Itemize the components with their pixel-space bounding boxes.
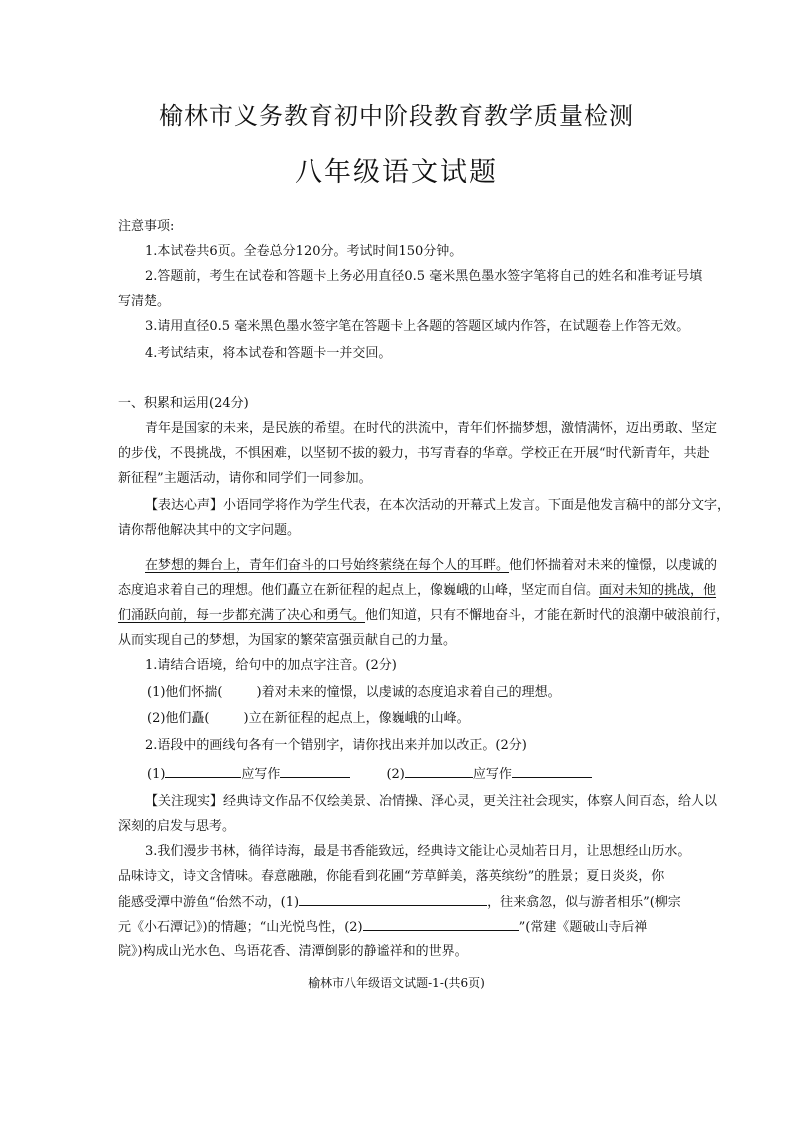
answer-blank[interactable] <box>165 765 241 778</box>
intro-line-2: 的步伐，不畏挑战，不惧困难，以坚韧不拔的毅力，书写青春的华章。学校正在开展“时代新青年，共赴 <box>118 446 710 461</box>
question-text: (1) <box>147 767 166 782</box>
answer-blank[interactable] <box>299 893 487 906</box>
question-text: ，往来翕忽，似与游者相乐”(柳宗 <box>487 895 681 910</box>
page-footer: 榆林市八年级语文试题-1-(共6页) <box>308 976 485 990</box>
express-line-1: 【表达心声】小语同学将作为学生代表，在本次活动的开幕式上发言。下面是他发言稿中的部分文字， <box>145 498 731 513</box>
question-3-line-3 <box>118 893 688 912</box>
question-3-line-2: 品味诗文，诗文含情味。春意融融，你能看到花圃“芳草鲜美，落英缤纷”的胜景；夏日炎炎，你 <box>118 869 665 884</box>
answer-blank[interactable] <box>280 765 350 778</box>
answer-blank[interactable] <box>405 765 473 778</box>
exam-title-main: 榆林市义务教育初中阶段教育教学质量检测 <box>159 102 634 130</box>
passage-line-3 <box>118 607 730 625</box>
question-text: 能感受潭中游鱼“佁然不动，(1) <box>118 895 300 910</box>
question-text: ”(常建《题破山寺后禅 <box>518 920 648 935</box>
question-1: 1.请结合语境，给句中的加点字注音。(2分) <box>145 658 397 673</box>
question-1-item-2 <box>147 710 717 728</box>
question-2: 2.语段中的画线句各有一个错别字，请你找出来并加以改正。(2分) <box>145 738 527 753</box>
question-2-answers <box>147 765 717 784</box>
intro-line-1: 青年是国家的未来，是民族的希望。在时代的洪流中，青年们怀揣梦想，激情满怀，迈出勇敢、坚定 <box>145 421 718 436</box>
note-2-line-2: 写清楚。 <box>118 294 171 309</box>
question-text: 元《小石潭记》)的情趣；“山光悦鸟性，(2) <box>118 920 363 935</box>
question-3-line-4 <box>118 918 688 937</box>
note-4: 4.考试结束，将本试卷和答题卡一并交回。 <box>145 346 392 361</box>
intro-line-3: 新征程”主题活动，请你和同学们一同参加。 <box>118 471 372 486</box>
question-text: 应写作 <box>472 767 512 782</box>
underlined-sentence-1: 在梦想的舞台上，青年们奋斗的口号始终萦绕在每个人的耳畔。 <box>145 558 510 573</box>
passage-text: 他们怀揣着对未来的憧憬，以虔诚的 <box>509 558 718 573</box>
question-text: )立在新征程的起点上，像巍峨的山峰。 <box>243 711 470 726</box>
question-text: 应写作 <box>241 767 281 782</box>
question-text: )着对未来的憧憬，以虔诚的态度追求着自己的理想。 <box>256 685 561 700</box>
notes-heading: 注意事项: <box>118 219 175 234</box>
question-3-line-1: 3.我们漫步书林，徜徉诗海，最是书香能致远，经典诗文能让心灵灿若日月，让思想经山历水。 <box>145 844 691 859</box>
underlined-sentence-2-start: 面对未知的挑战，他 <box>599 583 717 598</box>
focus-line-2: 深刻的启发与思考。 <box>118 819 236 834</box>
question-text: (2) <box>386 767 405 782</box>
underlined-sentence-2-end: 们涌跃向前，每一步都充满了决心和勇气。 <box>118 608 366 623</box>
passage-text: 他们知道，只有不懈地奋斗，才能在新时代的浪潮中破浪前行， <box>365 608 730 623</box>
passage-text: 态度追求着自己的理想。他们矗立在新征程的起点上，像巍峨的山峰，坚定而自信。 <box>118 583 600 598</box>
note-2-line-1: 2.答题前，考生在试卷和答题卡上务必用直径0.5 毫米黑色墨水签字笔将自己的姓名和准考证号填 <box>145 269 703 284</box>
question-3-line-5: 院》)构成山光水色、鸟语花香、清潭倒影的静谧祥和的世界。 <box>118 944 468 959</box>
note-1: 1.本试卷共6页。全卷总分120分。考试时间150分钟。 <box>145 244 463 259</box>
question-text: (1)他们怀揣( <box>147 685 223 700</box>
question-1-item-1 <box>147 684 717 702</box>
passage-line-4: 从而实现自己的梦想，为国家的繁荣富强贡献自己的力量。 <box>118 633 457 648</box>
answer-blank[interactable] <box>512 765 592 778</box>
exam-title-sub: 八年级语文试题 <box>295 157 498 188</box>
focus-line-1: 【关注现实】经典诗文作品不仅绘美景、冶情操、泽心灵，更关注社会现实，体察人间百态，给人以 <box>145 794 718 809</box>
note-3: 3.请用直径0.5 毫米黑色墨水签字笔在答题卡上各题的答题区域内作答，在试题卷上作答无效。 <box>145 319 690 334</box>
express-line-2: 请你帮他解决其中的文字问题。 <box>118 523 301 538</box>
answer-blank[interactable] <box>363 918 519 931</box>
passage-line-2 <box>118 582 717 600</box>
question-text: (2)他们矗( <box>147 711 210 726</box>
section-1-heading: 一、积累和运用(24分) <box>118 396 249 411</box>
passage-line-1 <box>145 557 718 575</box>
